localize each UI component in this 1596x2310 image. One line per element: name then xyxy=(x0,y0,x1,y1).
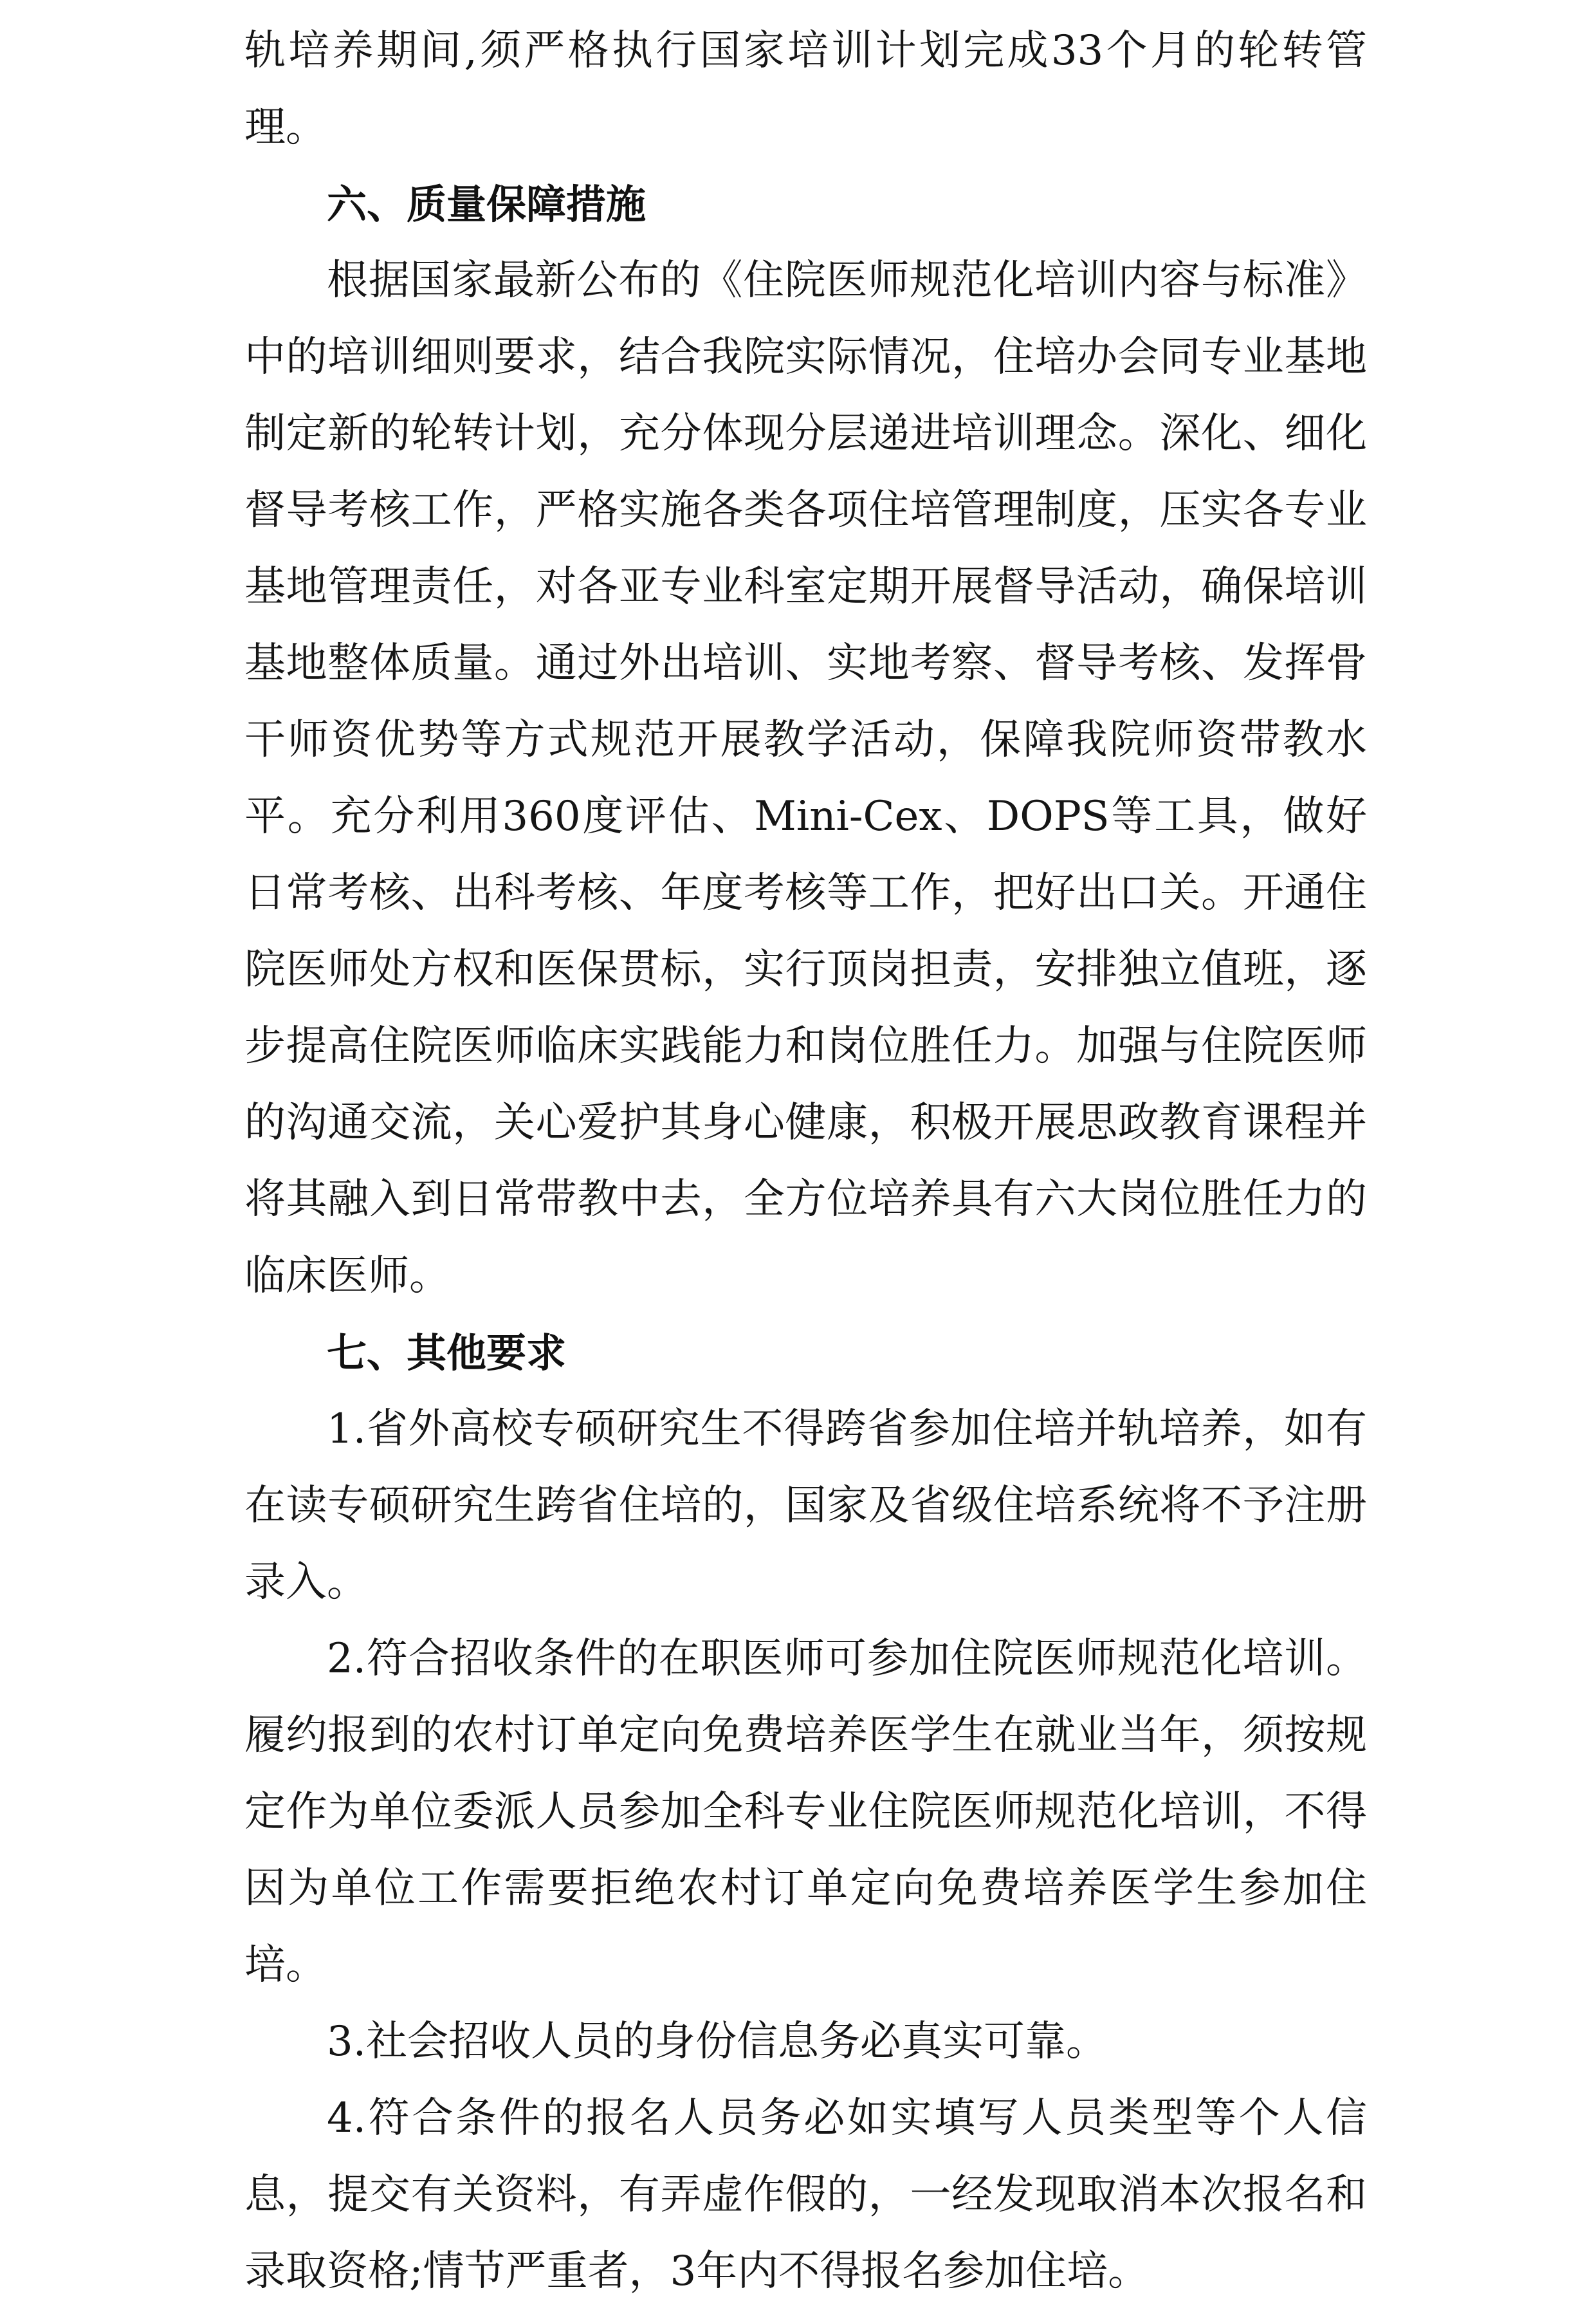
section-6-paragraph: 根据国家最新公布的《住院医师规范化培训内容与标准》中的培训细则要求，结合我院实际情况，住培办会同专业基地制定新的轮转计划，充分体现分层递进培训理念。深化、细化督导考核工作，严格实施各类各项住培管理制度，压实各专业基地管理责任，对各亚专业科室定期开展督导活动，确保培训基地整体质量。通过外出培训、实地考察、督导考核、发挥骨干师资优势等方式规范开展教学活动，保障我院师资带教水平。充分利用360度评估、Mini-Cex、DOPS等工具，做好日常考核、出科考核、年度考核等工作，把好出口关。开通住院医师处方权和医保贯标，实行顶岗担责，安排独立值班，逐步提高住院医师临床实践能力和岗位胜任力。加强与住院医师的沟通交流，关心爱护其身心健康，积极开展思政教育课程并将其融入到日常带教中去，全方位培养具有六大岗位胜任力的临床医师。 xyxy=(244,257,1367,1300)
section-6-heading: 六、质量保障措施 xyxy=(327,181,647,228)
section-7-item-4: 4.符合条件的报名人员务必如实填写人员类型等个人信息，提交有关资料，有弄虚作假的，一经发现取消本次报名和录取资格;情节严重者，3年内不得报名参加住培。 xyxy=(244,2094,1367,2295)
section-7-item-2: 2.符合招收条件的在职医师可参加住院医师规范化培训。履约报到的农村订单定向免费培养医学生在就业当年，须按规定作为单位委派人员参加全科专业住院医师规范化培训，不得因为单位工作需要拒绝农村订单定向免费培养医学生参加住培。 xyxy=(244,1635,1367,1989)
section-7-item-1: 1.省外高校专硕研究生不得跨省参加住培并轨培养，如有在读专硕研究生跨省住培的，国家及省级住培系统将不予注册录入。 xyxy=(244,1405,1367,1606)
document-body xyxy=(244,13,1367,2310)
section-7-item-3: 3.社会招收人员的身份信息务必真实可靠。 xyxy=(327,2018,1108,2065)
section-7-heading: 七、其他要求 xyxy=(327,1329,567,1376)
continuation-paragraph: 轨培养期间,须严格执行国家培训计划完成33个月的轮转管理。 xyxy=(244,27,1367,151)
